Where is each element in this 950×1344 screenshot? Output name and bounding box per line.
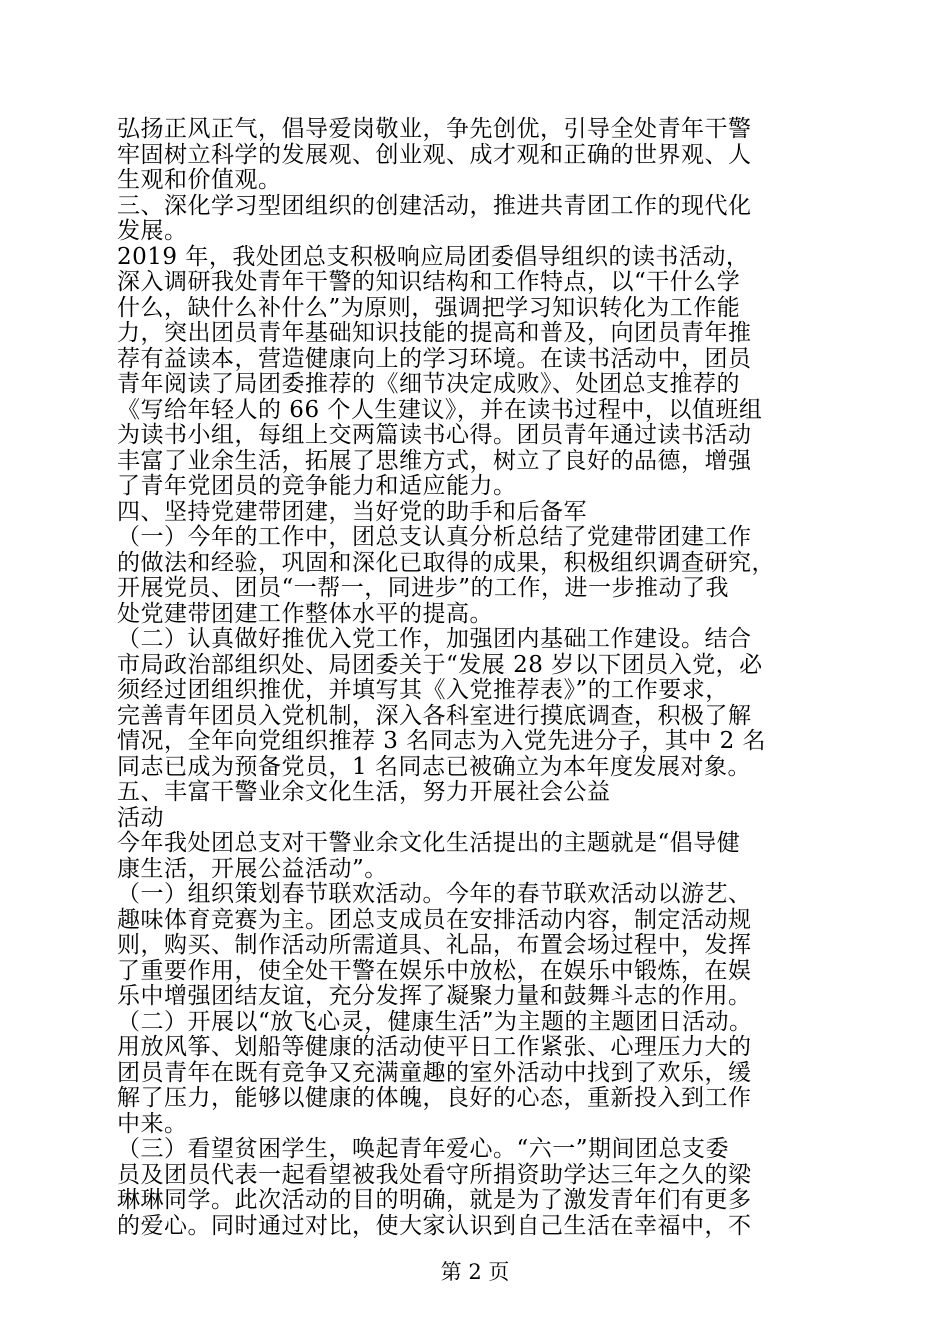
text-line: 情况，全年向党组织推荐 3 名同志为入党先进分子，其中 2 名 (117, 728, 767, 754)
text-line: 四、坚持党建带团建，当好党的助手和后备军 (117, 498, 587, 525)
text-line: 五、丰富干警业余文化生活，努力开展社会公益 (117, 779, 611, 805)
text-line: 青年阅读了局团委推荐的《细节决定成败》、处团总支推荐的 (117, 371, 740, 397)
text-line: 荐有益读本，营造健康向上的学习环境。在读书活动中，团员 (117, 345, 752, 372)
text-line: 康生活，开展公益活动”。 (117, 855, 388, 882)
text-line: 用放风筝、划船等健康的活动使平日工作紧张、心理压力大的 (117, 1034, 752, 1060)
text-line: 了青年党团员的竞争能力和适应能力。 (117, 473, 517, 499)
text-line: （三）看望贫困学生，唤起青年爱心。“六一”期间团总支委 (117, 1136, 730, 1162)
text-line: 则，购买、制作活动所需道具、礼品，布置会场过程中，发挥 (117, 932, 752, 958)
text-line: 的做法和经验，巩固和深化已取得的成果，积极组织调查研究， (117, 549, 775, 576)
text-line: 弘扬正风正气，倡导爱岗敬业，争先创优，引导全处青年干警 (117, 116, 752, 142)
text-line: （二）开展以“放飞心灵，健康生活”为主题的主题团日活动。 (117, 1008, 753, 1035)
text-line: 《写给年轻人的 66 个人生建议》，并在读书过程中，以值班组 (117, 396, 763, 423)
text-line: 中来。 (117, 1110, 188, 1137)
text-line: 须经过团组织推优，并填写其《入党推荐表》”的工作要求， (117, 677, 729, 703)
text-line: （二）认真做好推优入党工作，加强团内基础工作建设。结合 (117, 626, 752, 652)
text-line: （一）今年的工作中，团总支认真分析总结了党建带团建工作 (117, 524, 752, 550)
text-line: 发展。 (117, 218, 188, 244)
text-line: 什么，缺什么补什么”为原则，强调把学习知识转化为工作能 (117, 294, 741, 321)
text-line: 生观和价值观。 (117, 167, 282, 193)
text-line: 团员青年在既有竞争又充满童趣的室外活动中找到了欢乐，缓 (117, 1059, 752, 1086)
text-line: 了重要作用，使全处干警在娱乐中放松，在娱乐中锻炼，在娱 (117, 957, 752, 984)
text-line: 趣味体育竞赛为主。团总支成员在安排活动内容，制定活动规 (117, 906, 752, 933)
text-line: 2019 年，我处团总支积极响应局团委倡导组织的读书活动， (117, 243, 750, 270)
text-line: 员及团员代表一起看望被我处看守所捐资助学达三年之久的梁 (117, 1161, 752, 1188)
text-line: 完善青年团员入党机制，深入各科室进行摸底调查，积极了解 (117, 702, 752, 729)
text-line: 的爱心。同时通过对比，使大家认识到自己生活在幸福中，不 (117, 1212, 752, 1239)
text-line: 活动 (117, 804, 164, 831)
text-line: 今年我处团总支对干警业余文化生活提出的主题就是“倡导健 (117, 830, 741, 856)
text-line: 解了压力，能够以健康的体魄，良好的心态，重新投入到工作 (117, 1085, 752, 1111)
text-line: 牢固树立科学的发展观、创业观、成才观和正确的世界观、人 (117, 141, 752, 168)
page-footer: 第 2 页 (440, 1260, 510, 1284)
text-line: 同志已成为预备党员，1 名同志已被确立为本年度发展对象。 (117, 753, 751, 780)
text-line: 开展党员、团员“一帮一，同进步”的工作，进一步推动了我 (117, 575, 730, 601)
text-line: 为读书小组，每组上交两篇读书心得。团员青年通过读书活动 (117, 422, 752, 448)
text-line: 力，突出团员青年基础知识技能的提高和普及，向团员青年推 (117, 320, 752, 346)
text-line: 三、深化学习型团组织的创建活动，推进共青团工作的现代化 (117, 192, 752, 219)
text-line: 乐中增强团结友谊，充分发挥了凝聚力量和鼓舞斗志的作用。 (117, 983, 752, 1009)
text-line: 处党建带团建工作整体水平的提高。 (117, 600, 493, 627)
text-line: 市局政治部组织处、局团委关于“发展 28 岁以下团员入党，必 (117, 651, 763, 678)
text-line: 丰富了业余生活，拓展了思维方式，树立了良好的品德，增强 (117, 447, 752, 474)
text-line: （一）组织策划春节联欢活动。今年的春节联欢活动以游艺、 (117, 881, 752, 907)
text-line: 深入调研我处青年干警的知识结构和工作特点，以“干什么学 (117, 269, 741, 295)
text-line: 琳琳同学。此次活动的目的明确，就是为了激发青年们有更多 (117, 1187, 752, 1213)
